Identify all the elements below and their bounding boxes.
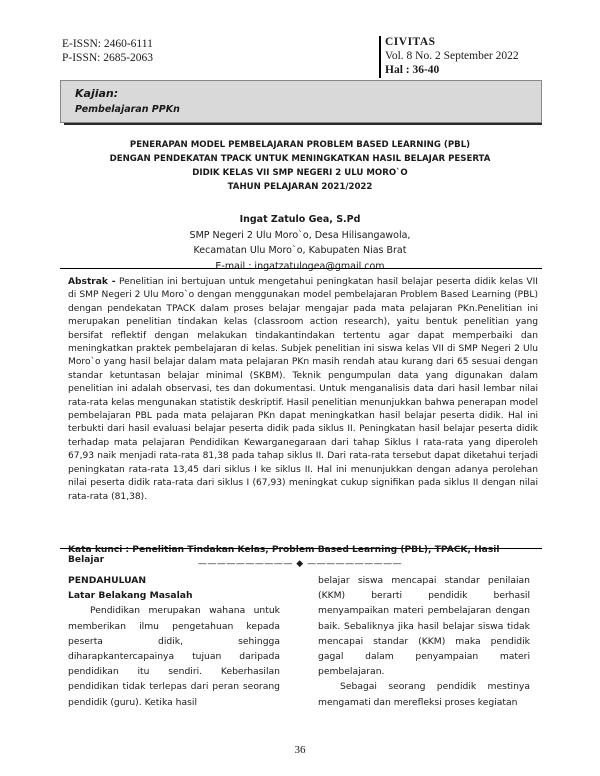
eissn: E-ISSN: 2460-6111 bbox=[62, 38, 153, 50]
kajian-banner bbox=[60, 80, 542, 125]
keywords: Kata kunci : Penelitian Tindakan Kelas, Problem Based Learning (PBL), TPACK, Hasil Belajar bbox=[68, 545, 500, 565]
body-left-column bbox=[68, 573, 280, 710]
abstract bbox=[68, 276, 538, 504]
body-paragraph: Sebagai seorang pendidik mestinya mengamati dan merefleksi proses kegiatan bbox=[318, 681, 530, 708]
author-email: E-mail : ingatzatulogea@gmail.com bbox=[215, 260, 385, 272]
kajian-subject: Pembelajaran PPKn bbox=[75, 104, 180, 115]
journal-name: CIVITAS bbox=[385, 36, 436, 48]
journal-divider-bar bbox=[379, 36, 381, 78]
pissn: P-ISSN: 2685-2063 bbox=[62, 52, 154, 64]
author-block bbox=[60, 212, 540, 274]
author-institution: SMP Negeri 2 Ulu Moro`o, Desa Hilisangawola, bbox=[189, 229, 411, 241]
journal-volume: Vol. 8 No. 2 September 2022 bbox=[385, 50, 519, 62]
abstract-text: Penelitian ini bertujuan untuk mengetahui peningkatan hasil belajar peserta didik kelas VII di SMP Negeri 2 Ulu Moro`o dengan menggunakan model pembelajaran Problem Based Learning (PBL) dengan pendekatan TPACK dalam proses belajar mengajar pada mata pelajaran PKn.Penelitian ini merupakan penelitian tindakan kelas (classroom action research), yaitu bentuk penelitian yang bersifat reflektif dengan melakukan tindakantindakan tertentu agar dapat memperbaiki dan meningkatkan praktek pembelajaran di kelas. Subjek penelitian ini siswa kelas VII di SMP Negeri 2 Ulu Moro`o yang hasil belajar dalam mata pelajaran PKn masih rendah atau kurang dari 65 sesuai dengan standar ketuntasan belajar minimal (SKBM). Teknik pengumpulan data yang digunakan dalam penelitian ini adalah observasi, tes dan dokumentasi. Untuk menganalisis data dari hasil lembar nilai rata-rata kelas mengunakan statistik deskriptif. Hasil penelitian menunjukkan bahwa penerapan model pembelajaran PBL pada mata pelajaran PKn dapat meningkatkan hasil belajar peserta didik. Hal ini terbukti dari hasil evaluasi belajar peserta didik pada siklus II. Peningkatan hasil belajar peserta didik terhadap mata pelajaran Pendidikan Kewarganegaraan dari tahap Siklus I rata-rata yang diperoleh 67,93 naik menjadi rata-rata 81,38 pada tahap siklus II. Dari rata-rata tersebut dapat diketahui terjadi peningkatan rata-rata 13,45 dari siklus I ke siklus II. Hal ini menunjukkan dengan adanya perolehan nilai peserta didik rata-rata dari siklus I (67,93) meningkat cukup signifikan pada siklus II dengan nilai rata-rata (81,38). bbox=[68, 277, 538, 502]
title-line: PENERAPAN MODEL PEMBELAJARAN PROBLEM BASED LEARNING (PBL) bbox=[129, 140, 471, 150]
subsection-heading: Latar Belakang Masalah bbox=[68, 590, 193, 602]
section-divider: —————————— ◆ —————————— bbox=[197, 559, 403, 569]
paper-title bbox=[60, 138, 540, 194]
issn-block bbox=[62, 37, 153, 65]
author-address: Kecamatan Ulu Moro`o, Kabupaten Nias Brat bbox=[193, 245, 407, 256]
title-line: DIDIK KELAS VII SMP NEGERI 2 ULU MORO`O bbox=[192, 168, 408, 178]
body-right-column bbox=[318, 573, 530, 710]
abstract-label: Abstrak - bbox=[68, 277, 116, 287]
author-name: Ingat Zatulo Gea, S.Pd bbox=[239, 214, 361, 225]
title-line: DENGAN PENDEKATAN TPACK UNTUK MENINGKATKAN HASIL BELAJAR PESERTA bbox=[109, 154, 491, 164]
journal-pages: Hal : 36-40 bbox=[385, 64, 440, 76]
title-line: TAHUN PELAJARAN 2021/2022 bbox=[227, 182, 373, 192]
body-paragraph: Pendidikan merupakan wahana untuk memberikan ilmu pengetahuan kepada peserta didik, sehingga diharapkantercapainya tujuan daripada pendidikan itu sendiri. Keberhasilan pendidikan tidak terlepas dari peran seorang pendidik (guru). Ketika hasil bbox=[68, 605, 280, 708]
body-paragraph: belajar siswa mencapai standar penilaian (KKM) berarti pendidik berhasil menyampaikan materi pembelajaran dengan baik. Sebaliknya jika hasil belajar siswa tidak mencapai standar (KKM) maka pendidik gagal dalam penyampaian materi pembelajaran. bbox=[318, 575, 530, 678]
kajian-label: Kajian: bbox=[75, 87, 119, 100]
kajian-box bbox=[60, 80, 542, 123]
page-number: 36 bbox=[294, 744, 306, 756]
section-heading: PENDAHULUAN bbox=[68, 575, 147, 586]
journal-info bbox=[385, 35, 519, 77]
